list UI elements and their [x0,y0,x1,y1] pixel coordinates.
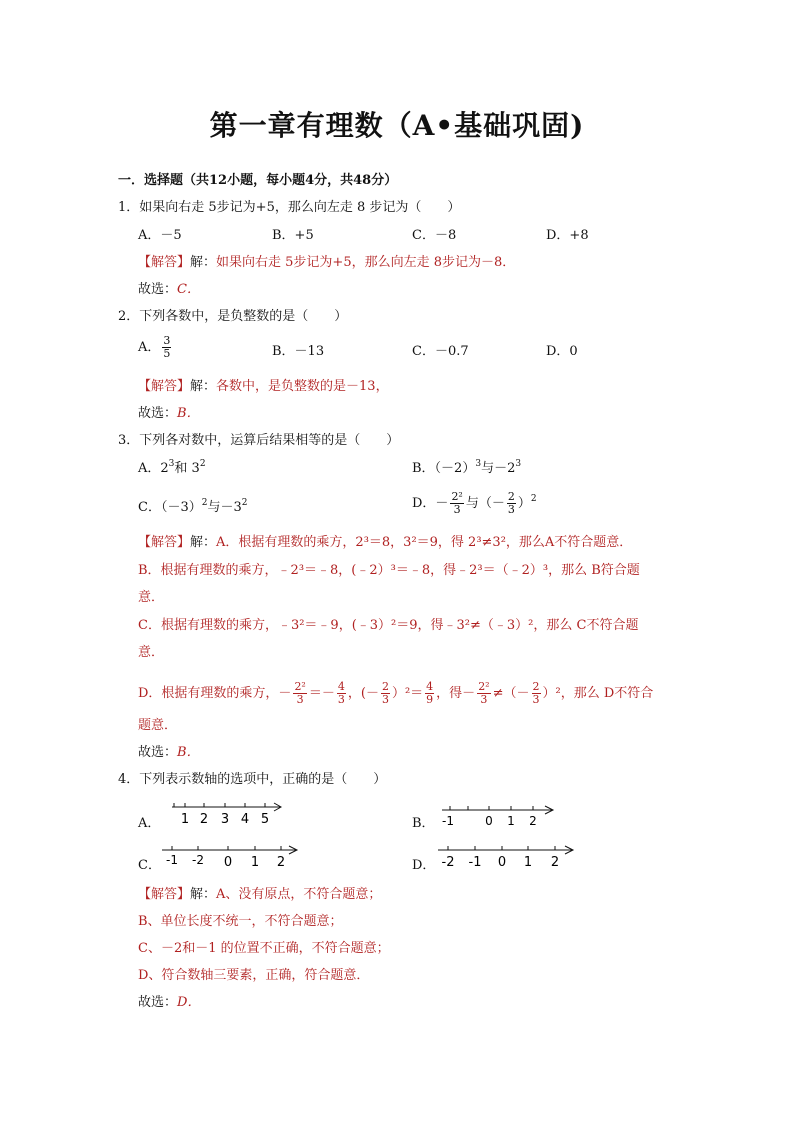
q3-solution-b-cont: 意． [138,590,165,605]
q3-solution-d-cont: 题意． [138,718,178,733]
choose-label: 故选： [138,282,178,297]
tick-label: -2 [192,853,204,867]
option-label: C．（－3） [138,500,202,515]
tick-label: -1 [166,853,178,867]
exponent: 2 [241,498,248,508]
base: 2 [160,461,169,476]
question-4-stem: 4．下列表示数轴的选项中，正确的是（ ） [118,772,387,787]
question-1-stem: 1．如果向右走 5步记为+5，那么向左走 8 步记为（ ） [118,200,461,215]
solution-text: A、没有原点，不符合题意； [216,887,382,902]
numerator: 2 [532,680,540,693]
q1-choice [138,281,200,299]
choice-value: B． [177,406,200,421]
answer-tag: 【解答】 [138,535,191,550]
fraction [507,491,516,516]
fraction [293,681,306,706]
tick-label: 5 [260,812,270,827]
q4-solution-c: C、－2和－1 的位置不正确，不符合题意； [138,941,390,956]
q4-option-a-label: A． [138,816,161,831]
question-3-stem: 3．下列各对数中，运算后结果相等的是（ ） [118,433,400,448]
q4-solution-b: B、单位长度不统一，不符合题意； [138,914,343,929]
page-title: 第一章有理数（A•基础巩固) [209,109,585,142]
choice-value: D． [177,995,201,1010]
q4-option-d-label: D． [412,858,436,873]
tick-label: 4 [240,812,250,827]
connector: 与－2 [481,461,516,476]
solution-text: 各数中，是负整数的是－13， [216,379,389,394]
q1-solution [138,254,515,272]
solution-text: 如果向右走 5步记为+5，那么向左走 8步记为－8． [216,255,516,270]
tick-label: 1 [507,814,515,828]
q2-option-b: B．－13 [272,344,325,359]
q4-choice [138,994,200,1012]
denominator: 3 [453,503,461,516]
tick-label: 1 [180,812,190,827]
tick-label: -1 [468,855,482,870]
q3-solution-a [138,534,632,552]
q2-option-c: C．－0.7 [412,344,469,359]
tick-label: 1 [523,855,533,870]
q1-option-a: A．－5 [138,228,182,243]
text: ）²，那么 D不符合 [542,686,654,701]
text: ，得－ [436,686,476,701]
base: 3 [191,461,200,476]
tick-label: 2 [529,814,537,828]
solution-text: A．根据有理数的乘方，2³＝8，3²＝9，得 2³≠3²，那么A不符合题意． [216,535,633,550]
option-label: D．－ [412,496,449,511]
number-line-a [168,800,288,830]
numerator: 2 [381,680,389,693]
choice-value: B． [177,745,200,760]
denominator: 3 [532,693,540,706]
paren: ） [517,496,531,511]
denominator: 5 [163,347,171,360]
q3-option-d [412,491,537,516]
text: ）²＝ [391,686,424,701]
q3-solution-b: B．根据有理数的乘方，﹣2³＝﹣8，(﹣2）³＝﹣8，得﹣2³＝（﹣2）³，那么 B符合题 [138,563,640,578]
text: ＝－ [308,686,335,701]
number-line-d [436,842,576,872]
answer-tag: 【解答】 [138,887,191,902]
tick-label: 2 [276,855,286,870]
solution-prefix: 解： [190,255,217,270]
tick-label: 2 [199,812,209,827]
denominator: 3 [381,693,389,706]
denominator: 3 [507,503,515,516]
fraction [381,681,390,706]
choose-label: 故选： [138,406,178,421]
option-label: A． [138,461,161,476]
fraction [532,681,541,706]
choose-label: 故选： [138,995,178,1010]
fraction [162,335,171,360]
tick-label: 2 [550,855,560,870]
numerator: 4 [337,680,345,693]
tick-label: 3 [220,812,230,827]
q3-solution-c-cont: 意． [138,645,165,660]
exponent: 2 [530,494,537,504]
text: ，(－ [347,686,379,701]
q2-solution [138,378,389,396]
q4-solution-d: D、符合数轴三要素，正确，符合题意． [138,968,370,983]
tick-label: 1 [250,855,260,870]
tick-label: -1 [442,814,454,828]
exponent: 3 [475,459,482,469]
denominator: 3 [480,693,488,706]
tick-label: -2 [441,855,455,870]
solution-prefix: 解： [190,379,217,394]
text: ≠（－ [492,686,530,701]
tick-label: 0 [485,814,493,828]
fraction [337,681,346,706]
denominator: 3 [337,693,345,706]
exponent: 3 [515,459,522,469]
answer-tag: 【解答】 [138,379,191,394]
q4-option-c-label: C． [138,858,161,873]
connector: 与－3 [207,500,242,515]
fraction [477,681,490,706]
q1-option-d: D．+8 [546,228,589,243]
q3-choice [138,744,200,762]
tick-label: 0 [497,855,507,870]
numerator: 2² [451,490,463,503]
choice-value: C． [177,282,200,297]
exponent: 2 [199,459,206,469]
denominator: 3 [296,693,304,706]
numerator: 3 [163,334,171,347]
exponent: 2 [201,498,208,508]
q4-solution [138,886,381,904]
q3-solution-d [138,681,653,706]
section-heading: 一．选择题（共12小题，每小题4分，共48分） [118,173,398,188]
numerator: 2² [294,680,306,693]
text: D．根据有理数的乘方，－ [138,686,292,701]
numerator: 4 [426,680,434,693]
exponent: 3 [168,459,175,469]
q3-solution-c: C．根据有理数的乘方，﹣3²＝﹣9，(﹣3）²＝9，得﹣3²≠（﹣3）²，那么 C不符合题 [138,618,639,633]
q3-option-b [412,460,521,478]
numerator: 2² [478,680,490,693]
answer-tag: 【解答】 [138,255,191,270]
denominator: 9 [426,693,434,706]
number-line-c [160,842,300,872]
q4-option-b-label: B． [412,816,435,831]
number-line-b [440,800,560,830]
tick-label: 0 [223,855,233,870]
q1-option-c: C．－8 [412,228,457,243]
q3-option-a [138,460,206,478]
solution-prefix: 解： [190,535,217,550]
q2-option-a [138,335,173,360]
numerator: 2 [507,490,515,503]
fraction [450,491,463,516]
connector: 和 [174,461,192,476]
choose-label: 故选： [138,745,178,760]
q1-option-b: B．+5 [272,228,314,243]
question-2-stem: 2．下列各数中，是负整数的是（ ） [118,309,348,324]
connector: 与（－ [465,496,505,511]
q2-option-d: D．0 [546,344,578,359]
fraction [425,681,434,706]
q2-choice [138,405,200,423]
option-label: B．（－2） [412,461,476,476]
solution-prefix: 解： [190,887,217,902]
option-label: A． [138,340,161,355]
q3-option-c [138,499,247,517]
